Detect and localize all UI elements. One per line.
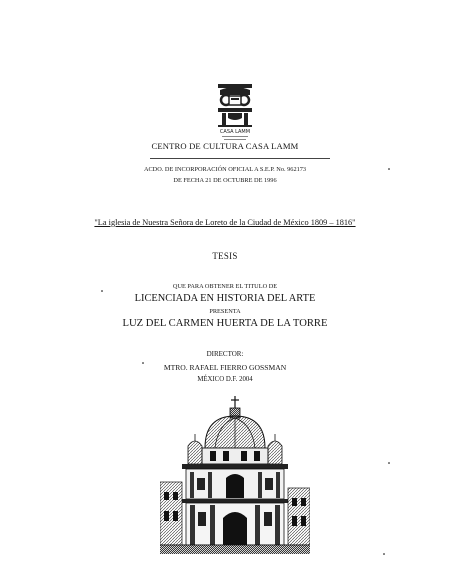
institution-name: CENTRO DE CULTURA CASA LAMM [151,141,299,151]
author-name: LUZ DEL CARMEN HUERTA DE LA TORRE [122,318,328,329]
document-type: TESIS [212,251,238,261]
header-divider [150,158,330,159]
presents-label: PRESENTA [209,308,241,315]
institution-crest-icon [212,82,258,142]
thesis-title: "La iglesia de Nuestra Señora de Loreto de la Ciudad de México 1809 – 1816" [94,218,356,227]
scan-speck [388,462,390,464]
logo-text: CASA LAMM [219,129,251,135]
church-engraving-icon [160,396,310,554]
incorporation-line: ACDO. DE INCORPORACIÓN OFICIAL A S.E.P. No. 962173 [143,166,307,173]
degree-purpose: QUE PARA OBTENER EL TITULO DE [172,283,278,290]
scan-speck [383,553,385,555]
director-label: DIRECTOR: [206,350,244,358]
scan-speck [142,362,144,364]
place-date: MÉXICO D.F. 2004 [197,376,253,383]
scan-speck [388,168,390,170]
director-name: MTRO. RAFAEL FIERRO GOSSMAN [163,363,287,372]
degree-name: LICENCIADA EN HISTORIA DEL ARTE [134,293,316,304]
incorporation-date: DE FECHA 21 DE OCTUBRE DE 1996 [173,177,277,184]
scan-speck [101,290,103,292]
